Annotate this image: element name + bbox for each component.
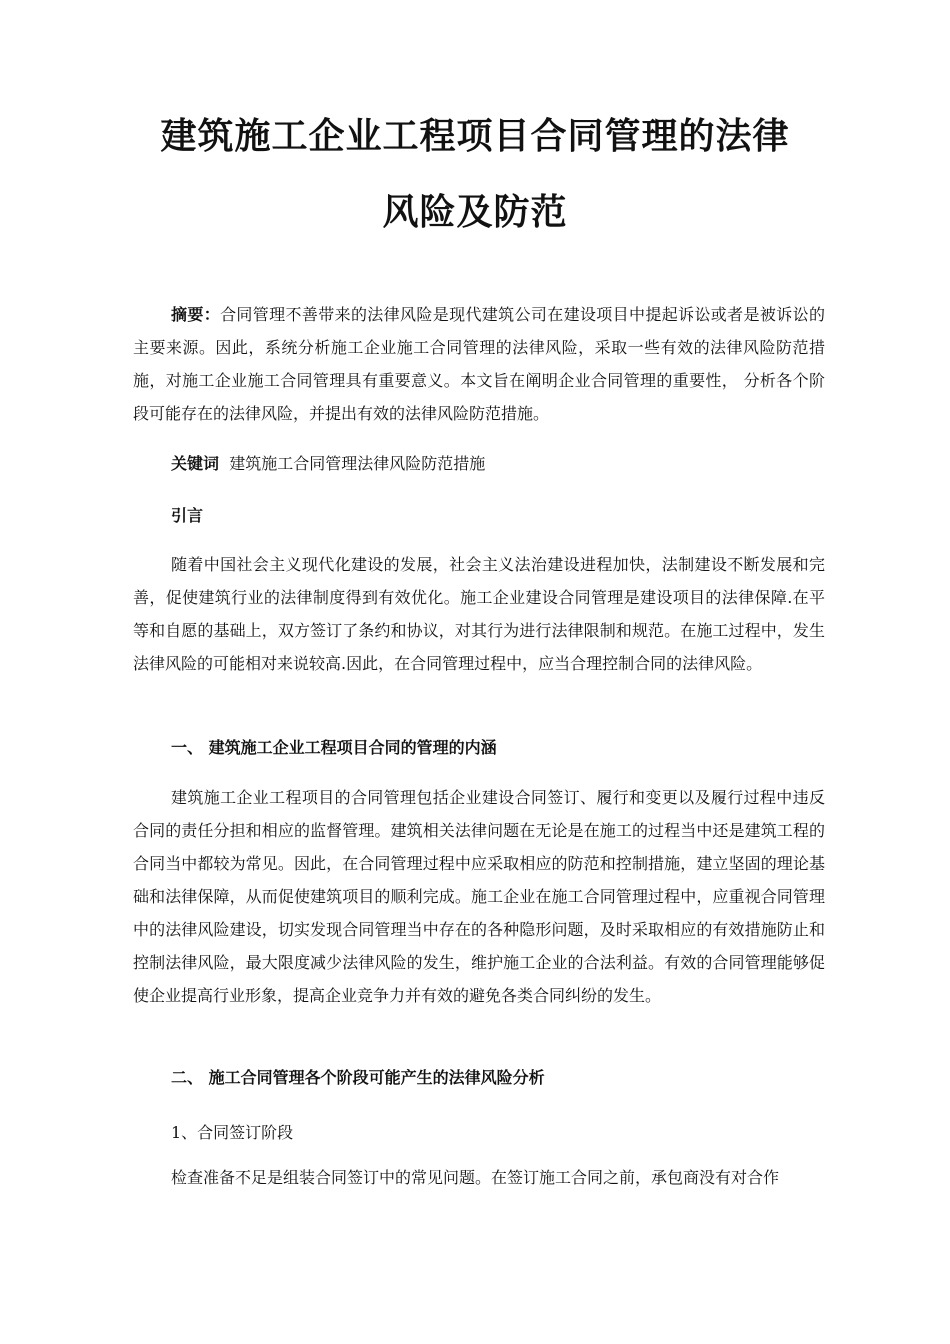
abstract-text: 合同管理不善带来的法律风险是现代建筑公司在建设项目中提起诉讼或者是被诉讼的主要来源。因此，系统分析施工企业施工合同管理的法律风险，采取一些有效的法律风险防范措施，对施工企业施工合同管理具有重要意义。本文旨在阐明企业合同管理的重要性， 分析各个阶段可能存在的法律风险，并提出有效的法律风险防范措施。 (133, 305, 825, 423)
abstract-paragraph (133, 298, 825, 430)
keywords-line (171, 452, 485, 476)
keywords-text: 建筑施工合同管理法律风险防范措施 (229, 454, 486, 473)
section-2-paragraph: 检查准备不足是组装合同签订中的常见问题。在签订施工合同之前，承包商没有对合作 (171, 1168, 780, 1187)
document-title-line-2: 风险及防范 (382, 192, 568, 233)
section-2-subheading-1: 1、合同签订阶段 (171, 1123, 294, 1142)
section-1-heading: 一、 建筑施工企业工程项目合同的管理的内涵 (171, 738, 497, 757)
document-title-line-1: 建筑施工企业工程项目合同管理的法律 (160, 116, 790, 157)
intro-heading: 引言 (171, 506, 204, 525)
intro-paragraph: 随着中国社会主义现代化建设的发展，社会主义法治建设进程加快，法制建设不断发展和完善，促使建筑行业的法律制度得到有效优化。施工企业建设合同管理是建设项目的法律保障.在平等和自愿的基础上，双方签订了条约和协议，对其行为进行法律限制和规范。在施工过程中，发生法律风险的可能相对来说较高.因此，在合同管理过程中，应当合理控制合同的法律风险。 (133, 555, 825, 673)
abstract-label: 摘要 (171, 305, 204, 324)
section-2-heading: 二、 施工合同管理各个阶段可能产生的法律风险分析 (171, 1068, 545, 1087)
keywords-label: 关键词 (171, 454, 220, 473)
section-1-paragraph: 建筑施工企业工程项目的合同管理包括企业建设合同签订、履行和变更以及履行过程中违反合同的责任分担和相应的监督管理。建筑相关法律问题在无论是在施工的过程当中还是建筑工程的合同当中都较为常见。因此，在合同管理过程中应采取相应的防范和控制措施，建立坚固的理论基础和法律保障，从而促使建筑项目的顺利完成。施工企业在施工合同管理过程中，应重视合同管理中的法律风险建设，切实发现合同管理当中存在的各种隐形问题，及时采取相应的有效措施防止和控制法律风险，最大限度减少法律风险的发生，维护施工企业的合法利益。有效的合同管理能够促使企业提高行业形象，提高企业竞争力并有效的避免各类合同纠纷的发生。 (133, 788, 825, 1005)
abstract-colon: ： (203, 305, 221, 324)
